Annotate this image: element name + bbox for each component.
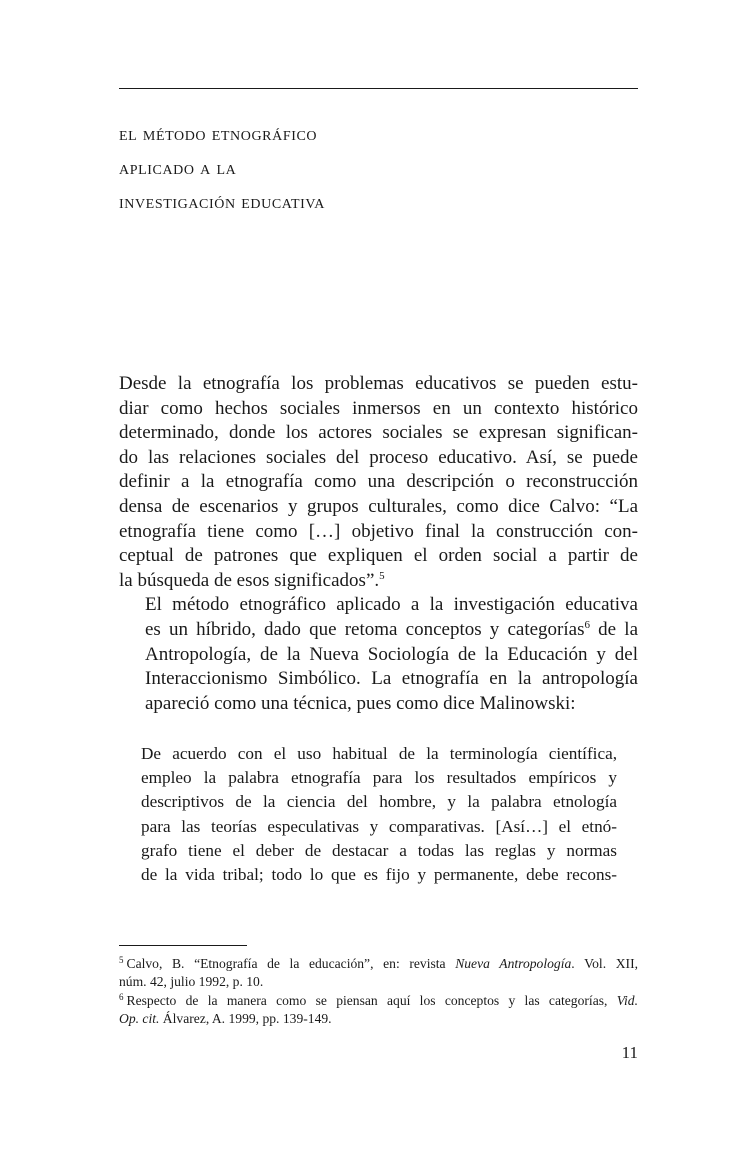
- body-line-last: [119, 569, 638, 594]
- chapter-title-line-1: el método etnográfico: [119, 123, 318, 145]
- body-line: El método etnográfico aplicado a la investigación educativa: [145, 594, 638, 616]
- body-line: determinado, donde los actores sociales se expresan significan-: [119, 422, 638, 444]
- body-line: Desde la etnografía los problemas educativos se pueden estu-: [119, 373, 638, 394]
- paragraph-1: [119, 372, 638, 593]
- body-line: do las relaciones sociales del proceso educativo. Así, se puede: [119, 446, 638, 468]
- footnote-5-line-2: núm. 42, julio 1992, p. 10.: [119, 974, 264, 990]
- quote-line: empleo la palabra etnografía para los resultados empíricos y: [141, 768, 617, 788]
- chapter-title: [119, 117, 638, 219]
- quote-line: De acuerdo con el uso habitual de la terminología científica,: [141, 744, 617, 763]
- body-line: Interaccionismo Simbólico. La etnografía en la antropología: [145, 668, 638, 690]
- body-line: Antropología, de la Nueva Sociología de la Educación y del: [145, 643, 638, 665]
- footnote-text: Álvarez, A. 1999, pp. 139-149.: [159, 1011, 332, 1027]
- chapter-title-line-2: aplicado a la: [119, 157, 237, 179]
- quote-line: descriptivos de la ciencia del hombre, y la palabra etnología: [141, 792, 617, 812]
- quote-line: para las teorías especulativas y comparativas. [Así…] el etnó-: [141, 816, 617, 836]
- block-quote: [141, 742, 617, 887]
- top-rule: [119, 88, 638, 89]
- footnote-italic: Op. cit.: [119, 1011, 160, 1027]
- footnote-text: Respecto de la manera como se piensan aquí los conceptos y las categorías,: [126, 992, 617, 1008]
- body-line-tail: de la: [590, 618, 639, 640]
- footnote-mark: 5: [119, 955, 124, 965]
- body-text: [119, 372, 638, 716]
- footnote-6-line-2: [119, 1010, 638, 1028]
- body-line: definir a la etnografía como una descripción o reconstrucción: [119, 471, 638, 493]
- body-line: ceptual de patrones que expliquen el orden social a partir de: [119, 545, 638, 567]
- quote-line: grafo tiene el deber de destacar a todas las reglas y normas: [141, 840, 617, 860]
- footnote-text: Calvo, B. “Etnografía de la educación”, en: revista: [126, 956, 456, 971]
- quote-line: de la vida tribal; todo lo que es fijo y permanente, debe recons-: [141, 865, 617, 885]
- footnote-text: . Vol. XII,: [571, 956, 638, 971]
- footnote-mark: 6: [119, 991, 124, 1002]
- footnote-italic: Nueva Antropología: [455, 956, 572, 971]
- footnote-6-line-1: [119, 992, 638, 1010]
- paragraph-2: [119, 593, 638, 716]
- body-line: etnografía tiene como […] objetivo final la construcción con-: [119, 520, 638, 542]
- page-number: 11: [621, 1043, 638, 1062]
- footnote-ref-6: 6: [584, 618, 590, 631]
- body-line: apareció como una técnica, pues como dice Malinowski:: [145, 692, 576, 714]
- footnote-ref-5: 5: [379, 569, 385, 582]
- body-line: densa de escenarios y grupos culturales, como dice Calvo: “La: [119, 495, 638, 517]
- body-line-with-ref: [119, 618, 638, 643]
- footnote-rule: [119, 945, 247, 946]
- footnote-5-line-1: [119, 955, 638, 973]
- body-line-text: la búsqueda de esos significados”.: [119, 569, 380, 591]
- footnotes: [119, 955, 638, 1029]
- footnote-italic: Vid.: [616, 992, 638, 1008]
- chapter-title-line-3: investigación educativa: [119, 191, 325, 213]
- body-line-text: es un híbrido, dado que retoma conceptos y categorías: [145, 618, 585, 640]
- body-line: diar como hechos sociales inmersos en un contexto histórico: [119, 397, 638, 419]
